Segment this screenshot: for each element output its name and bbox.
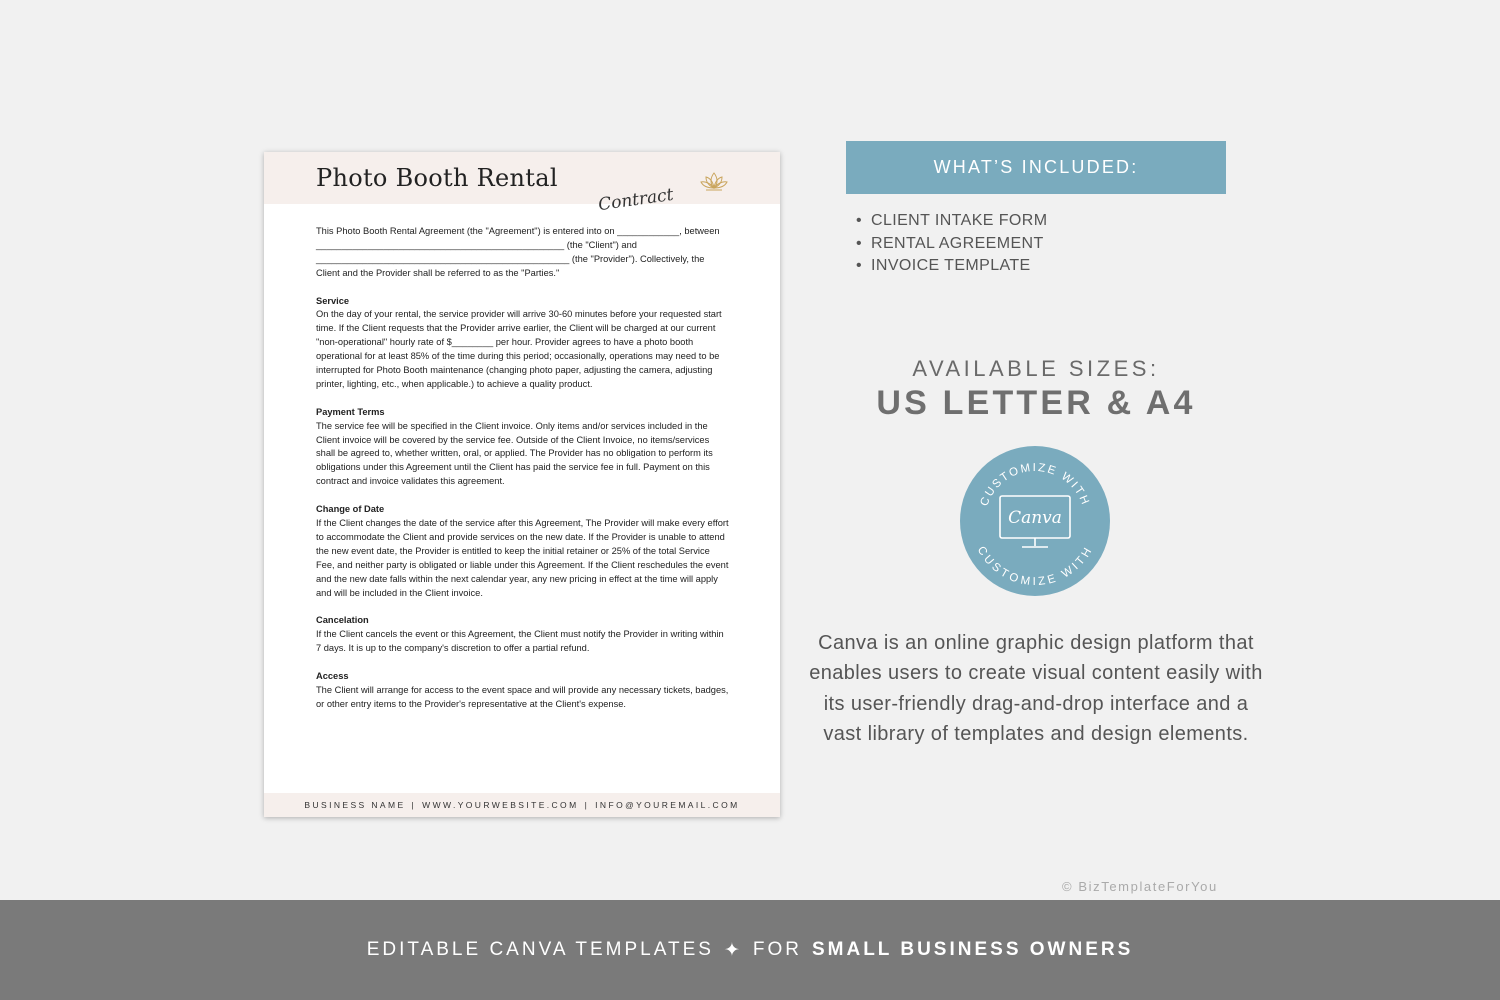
section-change-of-date [316,503,730,600]
included-item: • INVOICE TEMPLATE [856,255,1047,278]
canva-description: Canva is an online graphic design platform that enables users to create visual content easily with its user-friendly drag-and-drop interface and a vast library of templates and design elements. [809,632,1263,746]
bottom-banner [0,900,1500,1000]
section-heading: Access [316,670,349,681]
section-text: If the Client changes the date of the service after this Agreement, The Provider will make every effort to accommodate the Client and provide services on the new date. If the Provider is unable to attend the new event date, the Provider is entitled to keep the initial retainer or 25% of the total Service Fee, and neither party is obligated or liable under this Agreement. If the Client reschedules the event and the new date falls within the next calendar year, any new pricing in effect at the time will apply and will be included in the Client invoice. [316,517,729,598]
section-payment-terms [316,406,730,489]
section-cancelation [316,614,730,656]
document-title: Photo Booth Rental [316,164,558,192]
agreement-intro: This Photo Booth Rental Agreement (the "Agreement") is entered into on ____________, between ________________________________________________ (the "Client") and _________________________________________________ (the "Provider"). Collectively, the Client and the Provider shall be referred to as the "Parties." [316,226,720,278]
section-service [316,295,730,392]
included-list [856,210,1047,278]
badge-ring-text-bottom: CUSTOMIZE WITH [974,544,1096,589]
included-item: • CLIENT INTAKE FORM [856,210,1047,233]
banner-text-left: EDITABLE CANVA TEMPLATES [366,939,714,960]
customize-with-canva-badge [960,446,1110,596]
whats-included-heading: WHAT’S INCLUDED: [933,157,1139,177]
section-text: The service fee will be specified in the Client invoice. Only items and/or services included in the Client invoice will be covered by the service fee. Outside of the Client Invoice, no items/services shall be agreed to, whether written, oral, or applied. The Provider has no obligation to perform its obligations under this Agreement until the Client has paid the service fee in full. Payment on this contract and invoice validates this agreement. [316,420,713,487]
section-heading: Cancelation [316,615,369,626]
document-footer [264,793,780,817]
canva-logo-text: Canva [1008,508,1062,528]
footer-email: INFO@YOUREMAIL.COM [595,800,740,810]
section-access [316,670,730,712]
badge-ring-text-top: CUSTOMIZE WITH [978,461,1092,508]
document-script-subtitle: Contract [596,184,675,216]
footer-separator: | [411,800,417,810]
section-text: The Client will arrange for access to the event space and will provide any necessary tickets, badges, or other entry items to the Provider's representative at the Client's expense. [316,684,729,709]
included-item: • RENTAL AGREEMENT [856,233,1047,256]
section-text: On the day of your rental, the service provider will arrive 30-60 minutes before your requested start time. If the Client requests that the Provider arrive earlier, the Client will be charged at our current "non-operational" hourly rate of $________ per hour. Provider agrees to have a photo booth operational for at least 85% of the time during this period; occasionally, operations may need to be interrupted for Photo Booth maintenance (changing photo paper, adjusting the camera, adjusting printer, lighting, etc., when applicable.) to achieve a quality product. [316,309,722,389]
document-body [316,225,730,726]
footer-separator: | [584,800,590,810]
banner-text-strong: SMALL BUSINESS OWNERS [811,939,1134,960]
lotus-icon [700,170,728,192]
footer-website: WWW.YOURWEBSITE.COM [422,800,579,810]
section-heading: Payment Terms [316,406,385,417]
available-sizes-label: AVAILABLE SIZES: [912,356,1160,381]
banner-text-mid: FOR [752,939,802,960]
section-heading: Change of Date [316,504,385,515]
copyright-text: © BizTemplateForYou [1062,879,1218,894]
available-sizes-value: US LETTER & A4 [876,384,1196,422]
footer-business-name: BUSINESS NAME [304,800,406,810]
document-header [264,152,780,216]
section-text: If the Client cancels the event or this Agreement, the Client must notify the Provider in writing within 7 days. It is up to the company's discretion to offer a partial refund. [316,629,724,654]
section-heading: Service [316,295,350,306]
star-icon: ✦ [723,939,743,961]
whats-included-banner [846,141,1226,194]
contract-document-preview [264,152,780,817]
